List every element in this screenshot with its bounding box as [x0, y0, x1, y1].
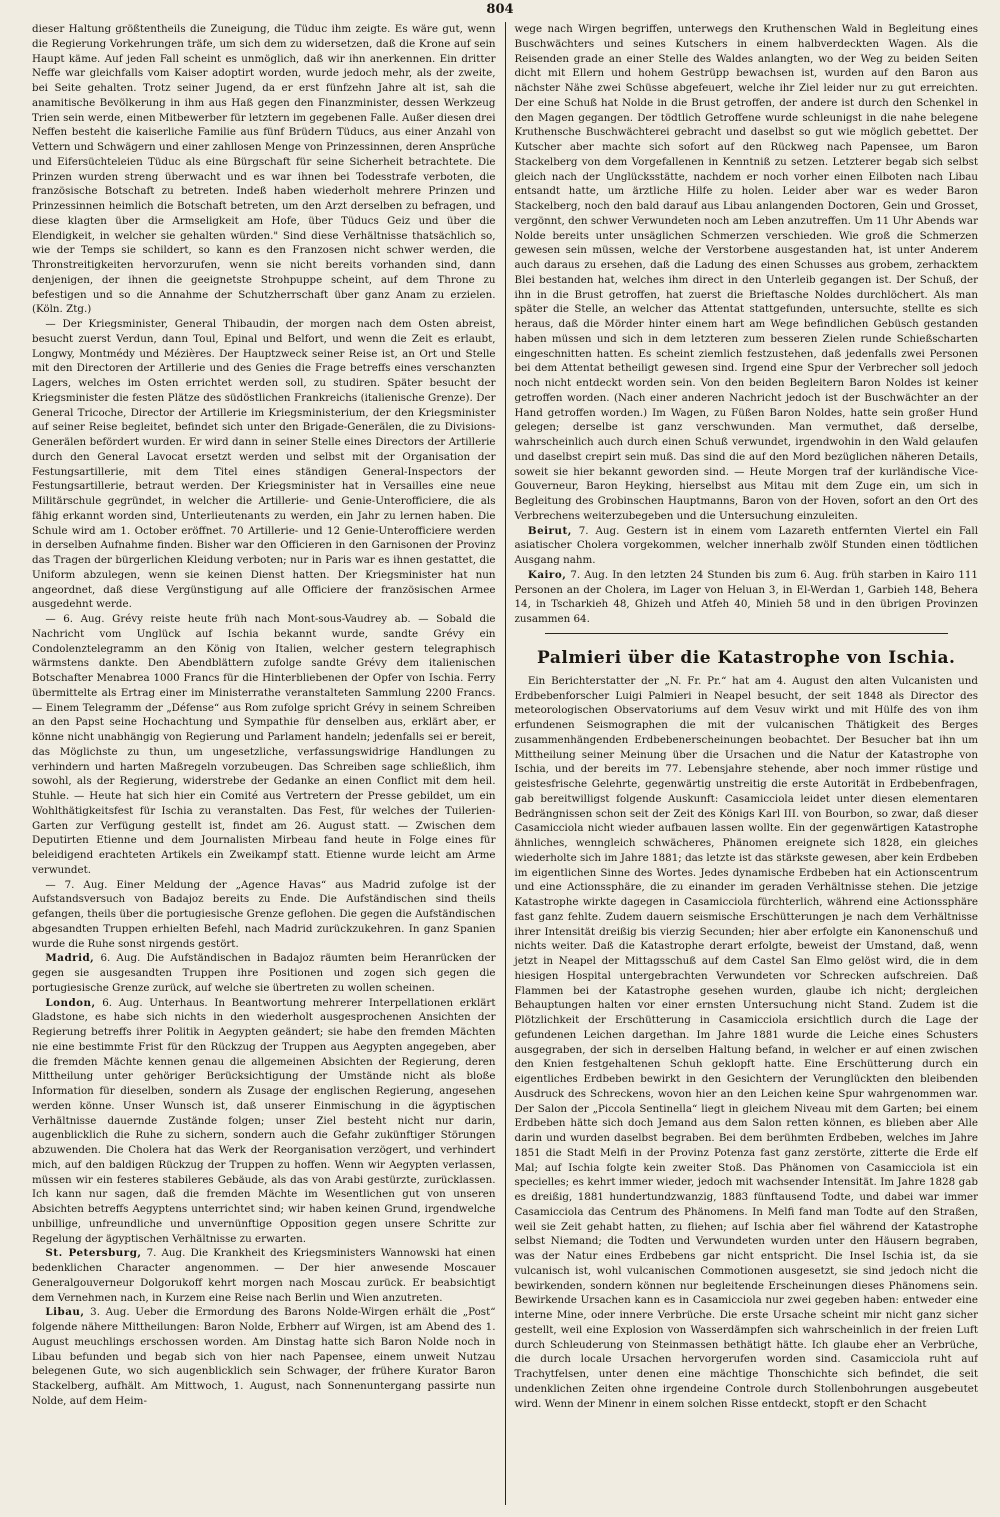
article-paragraph — [32, 317, 496, 612]
article-paragraph — [515, 674, 979, 1412]
article-paragraph — [32, 878, 496, 952]
paragraph-text: — Der Kriegsminister, General Thibaudin, der morgen nach dem Osten abreist, besucht zuerst Verdun, dann Toul, Epinal und Belfort, und wenn die Zeit es erlaubt, Longwy, Montmédy und Mézières. Der Hauptzweck seiner Reise ist, an Ort und Stelle mit den Directoren der Artillerie und des Genies die Frage betreffs eines verschanzten Lagers, welches im Osten errichtet werden soll, zu studiren. Später besucht der Kriegsminister die festen Plätze des südöstlichen Frankreichs (italienische Grenze). Der General Tricoche, Director der Artillerie im Kriegsministerium, der den Kriegsminister auf seiner Reise begleitet, befindet sich unter den Brigade-Generälen, die zu Divisions-Generälen befördert wurden. Er wird dann in seiner Stelle eines Directors der Artillerie durch den General Lavocat ersetzt werden und selbst mit der Organisation der Festungsartillerie, mit dem Titel eines ständigen General-Inspectors der Festungsartillerie, betraut werden. Der Kriegsminister hat in Versailles eine neue Militärschule gegründet, in welcher die Artillerie- und Genie-Unterofficiere, die als fähig erkannt worden sind, Unterlieutenants zu werden, ein Jahr zu lernen haben. Die Schule wird am 1. October eröffnet. 70 Artillerie- und 12 Genie-Unterofficiere werden in derselben Aufnahme finden. Bisher war den Officieren in den Garnisonen der Provinz das Tragen der bürgerlichen Kleidung verboten; nur in Paris war es ihnen gestattet, die Uniform abzulegen, wenn sie keinen Dienst hatten. Der Kriegsminister hat nun angeordnet, daß diese Vergünstigung auf alle Officiere der französischen Armee ausgedehnt werde. — [32, 318, 496, 611]
page-number: 804 — [486, 2, 514, 17]
paragraph-text: 7. Aug. In den letzten 24 Stunden bis zum 6. Aug. früh starben in Kairo 111 Personen an der Cholera, im Lager von Heluan 3, in El-Werdan 1, Garbieh 148, Behera 14, in Tscharkieh 48, Ghizeh und Atfeh 40, Minieh 58 und in den übrigen Provinzen zusammen 64. — [514, 568, 978, 625]
right-column — [506, 22, 979, 1505]
article-paragraph — [515, 22, 979, 524]
paragraph-text: 6. Aug. Die Aufständischen in Badajoz räumten beim Heranrücken der gegen sie ausgesandten Truppen ihre Positionen und zogen sich gegen die portugiesische Grenze zurück, auf welche sie übertreten zu wollen scheinen. — [32, 952, 496, 994]
article-paragraph — [32, 612, 496, 878]
dateline: St. Petersburg, — [45, 1247, 142, 1260]
columns — [32, 22, 978, 1505]
article-paragraph — [32, 1246, 496, 1305]
paragraph-text: — 6. Aug. Grévy reiste heute früh nach Mont-sous-Vaudrey ab. — Sobald die Nachricht vom Unglück auf Ischia bekannt wurde, sandte Grévy ein Condolenztelegramm an den König von Italien, welcher gestern telegraphisch wärmstens dankte. Den Abendblättern zufolge sandte Grévy dem italienischen Botschafter Menabrea 1000 Francs für die Hinterbliebenen der Opfer von Ischia. Ferry übermittelte als Ertrag einer im Ministerrathe veranstalteten Sammlung 2200 Francs. — Einem Telegramm der „Défense“ aus Rom zufolge spricht Grévy in seinem Schreiben an den Papst seine Hochachtung und Sympathie für denselben aus, erklärt aber, er könne nicht unabhängig von Regierung und Parlament handeln; jedenfalls sei er bereit, das Möglichste zu thun, um ungesetzliche, verfassungswidrige Handlungen zu verhindern und harten Maßregeln vorzubeugen. Das Schreiben sage schließlich, ihm sowohl, als der Regierung, widerstrebe der Gedanke an einen Conflict mit dem heil. Stuhle. — Heute hat sich hier ein Comité aus Vertretern der Presse gebildet, um ein Wohlthätigkeitsfest für Ischia zu veranstalten. Das Fest, für welches der Tuilerien-Garten zur Verfügung gestellt ist, findet am 26. August statt. — Zwischen dem Deputirten Etienne und dem Journalisten Mirbeau fand heute in Folge eines für beleidigend erachteten Artikels ein Zweikampf statt. Etienne wurde leicht am Arme verwundet. — [32, 613, 496, 876]
paragraph-text: 7. Aug. Die Krankheit des Kriegsministers Wannowski hat einen bedenklichen Character angenommen. — Der hier anwesende Moscauer Generalgouverneur Dolgorukoff kehrt morgen nach Moscau zurück. Er beabsichtigt dem Vernehmen nach, in Kurzem eine Reise nach Berlin und Wien anzutreten. — [32, 1247, 496, 1304]
article-paragraph — [32, 951, 496, 995]
article-headline: Palmieri über die Katastrophe von Ischia. — [537, 647, 956, 668]
article-paragraph — [515, 524, 979, 568]
paragraph-text: 6. Aug. Unterhaus. In Beantwortung mehrerer Interpellationen erklärt Gladstone, es habe sich nichts in den wiederholt ausgesprochenen Ansichten der Regierung betreffs ihrer Politik in Aegypten geändert; sie habe den fremden Mächten nie eine bestimmte Frist für den Rückzug der Truppen aus Aegypten angegeben, aber die fremden Mächte kennen genau die allgemeinen Absichten der Regierung, deren Mittheilung unter gehöriger Berücksichtigung der Umstände nicht als bloße Information für dieselben, sondern als Zusage der englischen Regierung, angesehen werden könne. Unser Wunsch ist, daß unserer Einmischung in die ägyptischen Verhältnisse dauernde Zustände folgen; unser Ziel besteht nicht nur darin, augenblicklich die Ruhe zu sichern, sondern auch die Gefahr zukünftiger Störungen abzuwenden. Die Cholera hat das Werk der Reorganisation verzögert, und verhindert mich, auf den baldigen Rückzug der Truppen zu hoffen. Wenn wir Aegypten verlassen, müssen wir ein festeres stabileres Gebäude, als das von Arabi gestürzte, zurücklassen. Ich kann nur sagen, daß die fremden Mächte im Wesentlichen gut von unseren Absichten betreffs Aegyptens unterrichtet sind; wir haben keinen Grund, irgendwelche unbillige, unfreundliche und unvernünftige Opposition gegen unsere Schritte zur Regelung der ägyptischen Verhältnisse zu erwarten. — [32, 996, 496, 1245]
dateline: Libau, — [45, 1306, 85, 1319]
paragraph-text: — 7. Aug. Einer Meldung der „Agence Havas“ aus Madrid zufolge ist der Aufstandsversuch von Badajoz bereits zu Ende. Die Aufständischen sind theils gefangen, theils über die portugiesische Grenze geflohen. Die gegen die Aufständischen abgesandten Truppen erhielten Befehl, nach Madrid zurückzukehren. In ganz Spanien wurde die Ruhe sonst nirgends gestört. — [32, 878, 496, 950]
article-paragraph — [515, 568, 979, 627]
paragraph-text: 7. Aug. Gestern ist in einem vom Lazareth entfernten Viertel ein Fall asiatischer Cholera vorgekommen, welcher innerhalb zwölf Stunden einen tödtlichen Ausgang nahm. — [514, 524, 978, 566]
paragraph-text: Ein Berichterstatter der „N. Fr. Pr.“ hat am 4. August den alten Vulcanisten und Erdbebenforscher Luigi Palmieri in Neapel besucht, der seit 1848 als Director des meteorologischen Observatoriums auf dem Vesuv wirkt und mit Hülfe des von ihm erfundenen Seismographen die mit der vulcanischen Thätigkeit des Berges zusammenhängenden Erdbebenerscheinungen beobachtet. Der Besucher bat ihn um Mittheilung seiner Meinung über die Ursachen und die Natur der Katastrophe von Ischia, und der bereits im 77. Lebensjahre stehende, aber noch immer rüstige und geistesfrische Gelehrte, gegenwärtig unstreitig die erste Autorität in Erdbebenfragen, gab bereitwilligst folgende Auskunft: Casamicciola leidet unter diesen elementaren Bedrängnissen schon seit der Zeit des Königs Karl III. von Bourbon, so zwar, daß dieser Casamicciola nicht wieder aufbauen lassen wollte. Ein der gegenwärtigen Katastrophe ähnliches, wenngleich schwächeres, Phänomen ereignete sich 1828, ein gleiches wiederholte sich im Jahre 1881; das letzte ist das stärkste gewesen, aber kein Erdbeben im eigentlichen Sinne des Wortes. Jedes dynamische Erdbeben hat ein Actionscentrum und eine Actionssphäre, die zu einander im geraden Verhältnisse stehen. Die jetzige Katastrophe wirkte dagegen in Casamicciola fürchterlich, während eine Actionssphäre fast ganz fehlte. Zudem dauern seismische Erschütterungen je nach dem Verhältnisse ihrer Intensität dreißig bis vierzig Secunden; hier aber erfolgte ein Kanonenschuß und nichts weiter. Daß die Katastrophe derart erfolgte, beweist der Umstand, daß, wenn jetzt in Neapel der Mittagsschuß auf dem Castel San Elmo gelöst wird, die in dem hiesigen Hospital untergebrachten Verwundeten vor Schrecken aufschreien. Daß Flammen bei der Katastrophe gesehen wurden, glaube ich nicht; dergleichen Behauptungen halten vor einer ernsten Untersuchung nicht Stand. Zudem ist die Plötzlichkeit der Erschütterung in Casamicciola ersichtlich durch die Lage der gefundenen Leichen dargethan. Im Jahre 1881 wurde die Leiche eines Schusters ausgegraben, der sich in derselben Haltung befand, in welcher er auf einen zwischen den Knien festgehaltenen Schuh geklopft hatte. Eine Erschütterung durch ein eigentliches Erdbeben bewirkt in den Gesichtern der Verunglückten den bleibenden Ausdruck des Schreckens, wovon hier an den Leichen keine Spur wahrgenommen war. Der Salon der „Piccola Sentinella“ liegt in gleichem Niveau mit dem Garten; bei einem Erdbeben hätte sich doch Jemand aus dem Salon retten können, es blieben aber Alle darin und wurden daselbst begraben. Bei dem berühmten Erdbeben, welches im Jahre 1851 die Stadt Melfi in der Provinz Potenza fast ganz zerstörte, zitterte die Erde elf Mal; auf Ischia folgte kein zweiter Stoß. Das Phänomen von Casamicciola ist ein specielles; es kehrt immer wieder, jedoch mit wachsender Intensität. Im Jahre 1828 gab es dreißig, 1881 hundertundzwanzig, 1883 fünftausend Todte, und dabei war immer Casamicciola das Centrum des Phänomens. In Melfi fand man Todte auf den Straßen, weil sie Zeit gehabt hatten, zu fliehen; auf Ischia aber fiel während der Katastrophe selbst Niemand; die Todten und Verwundeten wurden unter den Häusern begraben, was der Natur eines Erdbebens gar nicht entspricht. Die Insel Ischia ist, da sie vulcanisch ist, wohl vulcanischen Commotionen ausgesetzt, sie sind jedoch nicht die bewirkenden, sondern können nur begleitende Erscheinungen dieses Phänomens sein. Bewirkende Ursachen kann es in Casamicciola nur zwei gegeben haben: entweder eine interne Mine, oder innere Verbrüche. Die erste Ursache scheint mir nicht ganz sicher gestellt, weil eine Explosion von Wasserdämpfen sich wahrscheinlich in der freien Luft durch Schleuderung von Steinmassen bethätigt hätte. Ich glaube eher an Verbrüche, die durch locale Ursachen hervorgerufen worden sind. Casamicciola ruht auf Trachytfelsen, unter denen eine mächtige Thonschichte sich befindet, die seit undenklichen Zeiten ohne irgendeine Controle durch Stollenbohrungen ausgebeutet wird. Wenn der Minenr in einem solchen Risse entdeckt, stopft er den Schacht — [514, 674, 978, 1410]
section-divider — [545, 633, 949, 634]
paragraph-text: dieser Haltung größtentheils die Zuneigung, die Tüduc ihm zeigte. Es wäre gut, wenn die Regierung Vorkehrungen träfe, um sich dem zu widersetzen, daß die Krone auf sein Haupt käme. Auf jeden Fall scheint es unmöglich, daß wir ihn anerkennen. Ein dritter Neffe war gleichfalls vom Kaiser adoptirt worden, wurde jedoch mehr, als der zweite, bei Seite gehalten. Trotz seiner Jugend, da er erst fünfzehn Jahre alt ist, sah die anamitische Bevölkerung in ihm aus Haß gegen den Finanzminister, dessen Werkzeug Trien sein werde, einen Mitbewerber für letztern im gegebenen Falle. Außer diesen drei Neffen besteht die kaiserliche Familie aus fünf Brüdern Tüducs, aus einer Anzahl von Vettern und Schwägern und einer zahllosen Menge von Prinzessinnen, deren Ansprüche und Eifersüchteleien Tüduc als eine Bürgschaft für seine Sicherheit betrachtete. Die Prinzen wurden streng überwacht und es war ihnen bei Todesstrafe verboten, die französische Botschaft zu betreten. Indeß haben wiederholt mehrere Prinzen und Prinzessinnen heimlich die Botschaft betreten, um den Arzt derselben zu befragen, und diese klagten über die Armseligkeit am Hofe, über Tüducs Geiz und über die Elendigkeit, in welcher sie gehalten würden." Sind diese Verhältnisse thatsächlich so, wie der Temps sie schildert, so kann es den Franzosen nicht schwer werden, die Thronstreitigkeiten hervorzurufen, wenn sie nicht bereits vorhanden sind, dann denjenigen, der ihnen die geeignetste Strohpuppe scheint, auf dem Throne zu befestigen und so die Annahme der Schutzherrschaft über ganz Anam zu erzielen. (Köln. Ztg.) — [32, 23, 496, 316]
paragraph-text: wege nach Wirgen begriffen, unterwegs den Kruthenschen Wald in Begleitung eines Buschwächters und seines Kutschers in einem halbverdeckten Wagen. Als die Reisenden grade an einer Stelle des Waldes anlangten, wo der Weg zu beiden Seiten dicht mit Ellern und hohem Gestrüpp bewachsen ist, wurden auf den Baron aus nächster Nähe zwei Schüsse abgefeuert, welche ihr Ziel leider nur zu gut erreichten. Der eine Schuß hat Nolde in die Brust getroffen, der andere ist durch den Schenkel in den Magen gegangen. Der tödtlich Getroffene wurde schleunigst in die nahe belegene Kruthensche Buschwächterei gebracht und daselbst so gut wie möglich gebettet. Der Kutscher aber machte sich sofort auf den Rückweg nach Papensee, um Baron Stackelberg von dem Vorgefallenen in Kenntniß zu setzen. Letzterer begab sich selbst gleich nach der Unglücksstätte, nachdem er noch vorher einen Eilboten nach Libau entsandt hatte, um ärztliche Hilfe zu holen. Leider aber war es weder Baron Stackelberg, noch den bald darauf aus Libau anlangenden Doctoren, Gein und Grosset, vergönnt, den schwer Verwundeten noch am Leben anzutreffen. Um 11 Uhr Abends war Nolde bereits unter unsäglichen Schmerzen verschieden. Wie groß die Schmerzen gewesen sein müssen, welche der Verstorbene ausgestanden hat, ist unter Anderem auch daraus zu ersehen, daß die Ladung des einen Schusses aus grobem, zerhacktem Blei bestanden hat, welches ihm direct in den Unterleib gegangen ist. Der Schuß, der ihn in die Brust getroffen, hat zuerst die Brieftasche Noldes durchlöchert. Als man später die Stelle, an welcher das Attentat stattgefunden, untersuchte, stellte es sich heraus, daß die Mörder hinter einem hart am Wege befindlichen Gebüsch gestanden haben müssen und sich in dem letzteren zum besseren Zielen runde Schießscharten eingeschnitten hatten. Es scheint ziemlich festzustehen, daß jedenfalls zwei Personen bei dem Attentat betheiligt gewesen sind. Irgend eine Spur der Verbrecher soll jedoch noch nicht entdeckt worden sein. Von den beiden Begleitern Baron Noldes ist keiner getroffen worden. (Nach einer anderen Nachricht jedoch ist der Buschwächter an der Hand getroffen worden.) Im Wagen, zu Füßen Baron Noldes, hatte sein großer Hund gelegen; derselbe ist ganz verschwunden. Man vermuthet, daß derselbe, wahrscheinlich auch durch einen Schuß verwundet, irgendwohin in den Wald gelaufen und daselbst crepirt sein muß. Das sind die auf den Mord bezüglichen näheren Details, soweit sie hier bekannt geworden sind. — Heute Morgen traf der kurländische Vice-Gouverneur, Baron Heyking, hierselbst aus Mitau mit dem Zuge ein, um sich in Begleitung des Grobinschen Hauptmanns, Baron von der Hoven, sofort an den Ort des Verbrechens weiterzubegeben und die Untersuchung einzuleiten. — [514, 23, 978, 522]
dateline: Madrid, — [45, 952, 95, 965]
dateline: London, — [45, 996, 96, 1009]
dateline: Beirut, — [527, 524, 572, 537]
article-paragraph — [32, 1305, 496, 1408]
article-paragraph — [32, 22, 496, 317]
paragraph-text: 3. Aug. Ueber die Ermordung des Barons Nolde-Wirgen erhält die „Post“ folgende nähere Mittheilungen: Baron Nolde, Erbherr auf Wirgen, ist am Abend des 1. August meuchlings erschossen worden. Am Dinstag hatte sich Baron Nolde noch in Libau befunden und begab sich von hier nach Papensee, einem unweit Nutzau belegenen Gute, wo sich augenblicklich sein Schwager, der frühere Kurator Baron Stackelberg, aufhält. Am Mittwoch, 1. August, nach Sonnenuntergang passirte nun Nolde, auf dem Heim- — [32, 1306, 496, 1407]
dateline: Kairo, — [527, 568, 567, 581]
article-paragraph — [32, 996, 496, 1247]
left-column — [32, 22, 505, 1505]
